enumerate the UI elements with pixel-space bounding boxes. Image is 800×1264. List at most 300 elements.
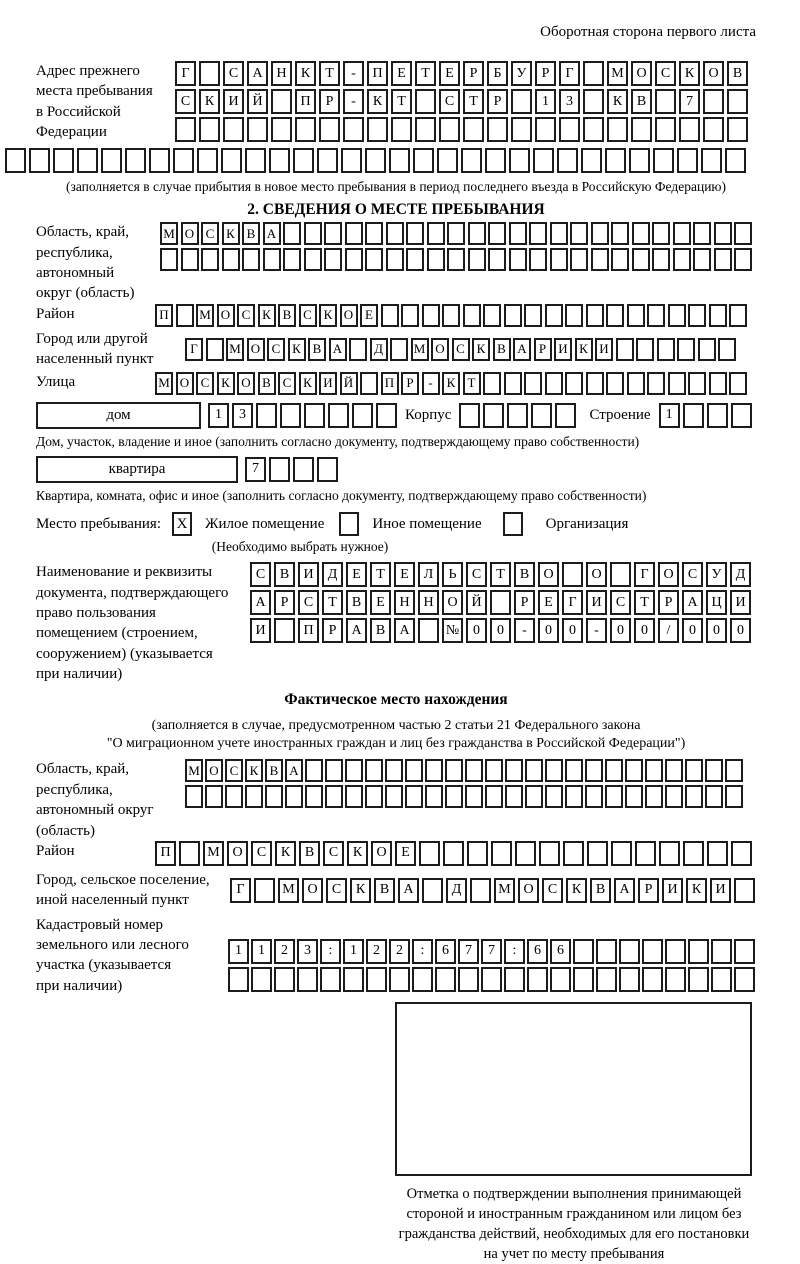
char-cell[interactable]: [647, 372, 665, 395]
char-cell[interactable]: [293, 148, 314, 173]
char-cell[interactable]: Д: [370, 338, 388, 361]
char-cell[interactable]: [632, 222, 650, 245]
char-cell[interactable]: М: [411, 338, 429, 361]
char-cell[interactable]: С: [201, 222, 219, 245]
char-cell[interactable]: [610, 562, 631, 587]
char-cell[interactable]: [688, 939, 709, 964]
char-cell[interactable]: [591, 222, 609, 245]
char-cell[interactable]: Е: [346, 562, 367, 587]
char-cell[interactable]: -: [343, 61, 364, 86]
char-cell[interactable]: [677, 338, 695, 361]
char-cell[interactable]: И: [298, 562, 319, 587]
char-cell[interactable]: [297, 967, 318, 992]
char-cell[interactable]: 6: [435, 939, 456, 964]
char-cell[interactable]: М: [155, 372, 173, 395]
char-cell[interactable]: [607, 117, 628, 142]
char-cell[interactable]: [385, 785, 403, 808]
char-cell[interactable]: В: [346, 590, 367, 615]
char-cell[interactable]: [632, 248, 650, 271]
char-cell[interactable]: В: [631, 89, 652, 114]
char-cell[interactable]: [642, 967, 663, 992]
char-cell[interactable]: О: [431, 338, 449, 361]
char-cell[interactable]: Е: [439, 61, 460, 86]
char-cell[interactable]: [655, 89, 676, 114]
char-cell[interactable]: 2: [366, 939, 387, 964]
char-cell[interactable]: [652, 248, 670, 271]
char-cell[interactable]: [485, 148, 506, 173]
char-cell[interactable]: [345, 222, 363, 245]
char-cell[interactable]: [550, 248, 568, 271]
char-cell[interactable]: Е: [394, 562, 415, 587]
char-cell[interactable]: [714, 222, 732, 245]
char-cell[interactable]: О: [176, 372, 194, 395]
char-cell[interactable]: [591, 248, 609, 271]
char-cell[interactable]: [304, 222, 322, 245]
char-cell[interactable]: [304, 403, 325, 428]
char-cell[interactable]: П: [295, 89, 316, 114]
char-cell[interactable]: [386, 248, 404, 271]
char-cell[interactable]: [583, 61, 604, 86]
char-cell[interactable]: [729, 372, 747, 395]
char-cell[interactable]: А: [398, 878, 419, 903]
char-cell[interactable]: 3: [559, 89, 580, 114]
char-cell[interactable]: 0: [706, 618, 727, 643]
char-cell[interactable]: [463, 117, 484, 142]
char-cell[interactable]: К: [258, 304, 276, 327]
char-cell[interactable]: [205, 785, 223, 808]
char-cell[interactable]: [419, 841, 440, 866]
char-cell[interactable]: [673, 248, 691, 271]
char-cell[interactable]: И: [250, 618, 271, 643]
char-cell[interactable]: О: [586, 562, 607, 587]
char-cell[interactable]: [463, 304, 481, 327]
char-cell[interactable]: [509, 248, 527, 271]
char-cell[interactable]: [636, 338, 654, 361]
char-cell[interactable]: [535, 117, 556, 142]
char-cell[interactable]: [386, 222, 404, 245]
char-cell[interactable]: [247, 117, 268, 142]
char-cell[interactable]: О: [302, 878, 323, 903]
char-cell[interactable]: [524, 372, 542, 395]
char-cell[interactable]: К: [566, 878, 587, 903]
char-cell[interactable]: [343, 967, 364, 992]
char-cell[interactable]: [206, 338, 224, 361]
char-cell[interactable]: [645, 785, 663, 808]
char-cell[interactable]: К: [472, 338, 490, 361]
char-cell[interactable]: [565, 372, 583, 395]
char-cell[interactable]: [365, 785, 383, 808]
char-cell[interactable]: Е: [391, 61, 412, 86]
char-cell[interactable]: [385, 759, 403, 782]
char-cell[interactable]: С: [326, 878, 347, 903]
char-cell[interactable]: [705, 785, 723, 808]
char-cell[interactable]: [185, 785, 203, 808]
char-cell[interactable]: Р: [322, 618, 343, 643]
char-cell[interactable]: [606, 304, 624, 327]
char-cell[interactable]: [201, 248, 219, 271]
char-cell[interactable]: В: [308, 338, 326, 361]
char-cell[interactable]: Р: [401, 372, 419, 395]
char-cell[interactable]: [557, 148, 578, 173]
char-cell[interactable]: С: [196, 372, 214, 395]
char-cell[interactable]: П: [381, 372, 399, 395]
char-cell[interactable]: [222, 248, 240, 271]
char-cell[interactable]: А: [513, 338, 531, 361]
char-cell[interactable]: [328, 403, 349, 428]
char-cell[interactable]: [365, 148, 386, 173]
char-cell[interactable]: [263, 248, 281, 271]
char-cell[interactable]: [422, 304, 440, 327]
char-cell[interactable]: [659, 841, 680, 866]
char-cell[interactable]: 3: [232, 403, 253, 428]
char-cell[interactable]: [470, 878, 491, 903]
char-cell[interactable]: В: [727, 61, 748, 86]
apartment-type-box[interactable]: квартира: [36, 456, 238, 483]
char-cell[interactable]: 1: [535, 89, 556, 114]
char-cell[interactable]: О: [538, 562, 559, 587]
char-cell[interactable]: [711, 967, 732, 992]
char-cell[interactable]: В: [274, 562, 295, 587]
char-cell[interactable]: 6: [550, 939, 571, 964]
char-cell[interactable]: И: [595, 338, 613, 361]
char-cell[interactable]: [459, 403, 480, 428]
char-cell[interactable]: [381, 304, 399, 327]
char-cell[interactable]: [389, 967, 410, 992]
char-cell[interactable]: [734, 939, 755, 964]
char-cell[interactable]: К: [245, 759, 263, 782]
char-cell[interactable]: А: [682, 590, 703, 615]
char-cell[interactable]: [422, 878, 443, 903]
char-cell[interactable]: [242, 248, 260, 271]
char-cell[interactable]: [509, 222, 527, 245]
char-cell[interactable]: [698, 338, 716, 361]
char-cell[interactable]: [734, 878, 755, 903]
char-cell[interactable]: [274, 618, 295, 643]
char-cell[interactable]: [729, 304, 747, 327]
char-cell[interactable]: [665, 759, 683, 782]
char-cell[interactable]: В: [299, 841, 320, 866]
char-cell[interactable]: [365, 222, 383, 245]
char-cell[interactable]: С: [298, 590, 319, 615]
char-cell[interactable]: [223, 117, 244, 142]
char-cell[interactable]: К: [607, 89, 628, 114]
char-cell[interactable]: [413, 148, 434, 173]
char-cell[interactable]: А: [329, 338, 347, 361]
char-cell[interactable]: В: [374, 878, 395, 903]
char-cell[interactable]: 0: [562, 618, 583, 643]
char-cell[interactable]: Н: [418, 590, 439, 615]
char-cell[interactable]: [179, 841, 200, 866]
char-cell[interactable]: 3: [297, 939, 318, 964]
char-cell[interactable]: [665, 785, 683, 808]
char-cell[interactable]: В: [370, 618, 391, 643]
char-cell[interactable]: [125, 148, 146, 173]
char-cell[interactable]: [405, 785, 423, 808]
char-cell[interactable]: [679, 117, 700, 142]
char-cell[interactable]: [655, 117, 676, 142]
char-cell[interactable]: И: [662, 878, 683, 903]
char-cell[interactable]: О: [518, 878, 539, 903]
char-cell[interactable]: О: [442, 590, 463, 615]
char-cell[interactable]: К: [575, 338, 593, 361]
char-cell[interactable]: И: [319, 372, 337, 395]
char-cell[interactable]: [616, 338, 634, 361]
char-cell[interactable]: С: [439, 89, 460, 114]
char-cell[interactable]: Р: [319, 89, 340, 114]
char-cell[interactable]: К: [275, 841, 296, 866]
char-cell[interactable]: [295, 117, 316, 142]
char-cell[interactable]: [324, 248, 342, 271]
char-cell[interactable]: [325, 759, 343, 782]
char-cell[interactable]: Г: [559, 61, 580, 86]
char-cell[interactable]: [685, 759, 703, 782]
char-cell[interactable]: [611, 841, 632, 866]
char-cell[interactable]: [596, 939, 617, 964]
char-cell[interactable]: С: [682, 562, 703, 587]
char-cell[interactable]: [585, 759, 603, 782]
char-cell[interactable]: [693, 222, 711, 245]
char-cell[interactable]: [468, 222, 486, 245]
char-cell[interactable]: [559, 117, 580, 142]
char-cell[interactable]: [688, 967, 709, 992]
char-cell[interactable]: М: [226, 338, 244, 361]
char-cell[interactable]: С: [237, 304, 255, 327]
char-cell[interactable]: 0: [682, 618, 703, 643]
char-cell[interactable]: М: [185, 759, 203, 782]
char-cell[interactable]: [488, 222, 506, 245]
char-cell[interactable]: [415, 89, 436, 114]
char-cell[interactable]: [524, 304, 542, 327]
char-cell[interactable]: [325, 785, 343, 808]
char-cell[interactable]: [731, 403, 752, 428]
char-cell[interactable]: К: [319, 304, 337, 327]
char-cell[interactable]: С: [323, 841, 344, 866]
char-cell[interactable]: [485, 759, 503, 782]
char-cell[interactable]: [725, 148, 746, 173]
char-cell[interactable]: Г: [634, 562, 655, 587]
char-cell[interactable]: [349, 338, 367, 361]
char-cell[interactable]: [665, 967, 686, 992]
char-cell[interactable]: [199, 61, 220, 86]
char-cell[interactable]: [605, 148, 626, 173]
char-cell[interactable]: Д: [730, 562, 751, 587]
char-cell[interactable]: [703, 89, 724, 114]
char-cell[interactable]: [389, 148, 410, 173]
char-cell[interactable]: [468, 248, 486, 271]
char-cell[interactable]: [515, 841, 536, 866]
char-cell[interactable]: К: [686, 878, 707, 903]
char-cell[interactable]: [442, 304, 460, 327]
char-cell[interactable]: [280, 403, 301, 428]
char-cell[interactable]: [425, 785, 443, 808]
char-cell[interactable]: [245, 148, 266, 173]
char-cell[interactable]: 1: [343, 939, 364, 964]
char-cell[interactable]: [254, 878, 275, 903]
stay-type-checkbox-residential[interactable]: X: [172, 512, 192, 536]
char-cell[interactable]: [683, 841, 704, 866]
char-cell[interactable]: [531, 403, 552, 428]
char-cell[interactable]: [606, 372, 624, 395]
char-cell[interactable]: К: [679, 61, 700, 86]
char-cell[interactable]: [652, 222, 670, 245]
char-cell[interactable]: Н: [271, 61, 292, 86]
char-cell[interactable]: [366, 967, 387, 992]
char-cell[interactable]: [529, 248, 547, 271]
char-cell[interactable]: П: [155, 841, 176, 866]
char-cell[interactable]: :: [320, 939, 341, 964]
char-cell[interactable]: [642, 939, 663, 964]
char-cell[interactable]: О: [217, 304, 235, 327]
char-cell[interactable]: К: [199, 89, 220, 114]
char-cell[interactable]: М: [160, 222, 178, 245]
char-cell[interactable]: [527, 967, 548, 992]
char-cell[interactable]: [415, 117, 436, 142]
char-cell[interactable]: [701, 148, 722, 173]
char-cell[interactable]: -: [514, 618, 535, 643]
char-cell[interactable]: [352, 403, 373, 428]
char-cell[interactable]: Р: [514, 590, 535, 615]
char-cell[interactable]: [197, 148, 218, 173]
char-cell[interactable]: С: [278, 372, 296, 395]
char-cell[interactable]: [101, 148, 122, 173]
char-cell[interactable]: [324, 222, 342, 245]
char-cell[interactable]: 1: [251, 939, 272, 964]
char-cell[interactable]: [525, 759, 543, 782]
char-cell[interactable]: [283, 222, 301, 245]
char-cell[interactable]: [709, 372, 727, 395]
char-cell[interactable]: [418, 618, 439, 643]
char-cell[interactable]: [583, 89, 604, 114]
char-cell[interactable]: [483, 372, 501, 395]
char-cell[interactable]: [707, 403, 728, 428]
char-cell[interactable]: С: [175, 89, 196, 114]
char-cell[interactable]: [625, 785, 643, 808]
char-cell[interactable]: [317, 148, 338, 173]
char-cell[interactable]: [435, 967, 456, 992]
char-cell[interactable]: М: [203, 841, 224, 866]
char-cell[interactable]: Л: [418, 562, 439, 587]
char-cell[interactable]: [581, 148, 602, 173]
char-cell[interactable]: А: [263, 222, 281, 245]
char-cell[interactable]: [533, 148, 554, 173]
char-cell[interactable]: :: [412, 939, 433, 964]
char-cell[interactable]: [683, 403, 704, 428]
char-cell[interactable]: [461, 148, 482, 173]
char-cell[interactable]: И: [223, 89, 244, 114]
char-cell[interactable]: К: [222, 222, 240, 245]
char-cell[interactable]: [317, 457, 338, 482]
char-cell[interactable]: [627, 372, 645, 395]
char-cell[interactable]: П: [298, 618, 319, 643]
char-cell[interactable]: [611, 248, 629, 271]
char-cell[interactable]: [677, 148, 698, 173]
house-type-box[interactable]: дом: [36, 402, 201, 429]
char-cell[interactable]: [360, 372, 378, 395]
char-cell[interactable]: [631, 117, 652, 142]
char-cell[interactable]: Р: [534, 338, 552, 361]
char-cell[interactable]: Р: [487, 89, 508, 114]
char-cell[interactable]: [718, 338, 736, 361]
char-cell[interactable]: Ь: [442, 562, 463, 587]
char-cell[interactable]: [320, 967, 341, 992]
char-cell[interactable]: В: [493, 338, 511, 361]
char-cell[interactable]: [367, 117, 388, 142]
char-cell[interactable]: 6: [527, 939, 548, 964]
char-cell[interactable]: [565, 304, 583, 327]
char-cell[interactable]: [305, 759, 323, 782]
char-cell[interactable]: О: [205, 759, 223, 782]
char-cell[interactable]: -: [343, 89, 364, 114]
char-cell[interactable]: [605, 759, 623, 782]
char-cell[interactable]: [221, 148, 242, 173]
char-cell[interactable]: [665, 939, 686, 964]
char-cell[interactable]: О: [247, 338, 265, 361]
char-cell[interactable]: [491, 841, 512, 866]
stay-type-checkbox-other[interactable]: [339, 512, 359, 536]
char-cell[interactable]: Р: [658, 590, 679, 615]
char-cell[interactable]: [406, 248, 424, 271]
char-cell[interactable]: Т: [634, 590, 655, 615]
char-cell[interactable]: С: [542, 878, 563, 903]
char-cell[interactable]: [505, 759, 523, 782]
char-cell[interactable]: [406, 222, 424, 245]
char-cell[interactable]: Ц: [706, 590, 727, 615]
char-cell[interactable]: М: [607, 61, 628, 86]
char-cell[interactable]: И: [554, 338, 572, 361]
char-cell[interactable]: [725, 785, 743, 808]
char-cell[interactable]: [668, 372, 686, 395]
char-cell[interactable]: В: [242, 222, 260, 245]
char-cell[interactable]: [245, 785, 263, 808]
char-cell[interactable]: [391, 117, 412, 142]
char-cell[interactable]: Т: [490, 562, 511, 587]
char-cell[interactable]: 0: [490, 618, 511, 643]
char-cell[interactable]: [305, 785, 323, 808]
char-cell[interactable]: [688, 372, 706, 395]
char-cell[interactable]: 7: [481, 939, 502, 964]
char-cell[interactable]: [585, 785, 603, 808]
char-cell[interactable]: [483, 403, 504, 428]
char-cell[interactable]: 0: [538, 618, 559, 643]
char-cell[interactable]: [458, 967, 479, 992]
char-cell[interactable]: [647, 304, 665, 327]
char-cell[interactable]: [256, 403, 277, 428]
char-cell[interactable]: К: [350, 878, 371, 903]
char-cell[interactable]: В: [590, 878, 611, 903]
char-cell[interactable]: [228, 967, 249, 992]
char-cell[interactable]: Т: [322, 590, 343, 615]
char-cell[interactable]: К: [299, 372, 317, 395]
char-cell[interactable]: [545, 759, 563, 782]
char-cell[interactable]: [465, 759, 483, 782]
char-cell[interactable]: /: [658, 618, 679, 643]
char-cell[interactable]: А: [247, 61, 268, 86]
char-cell[interactable]: [734, 248, 752, 271]
char-cell[interactable]: О: [658, 562, 679, 587]
char-cell[interactable]: Й: [466, 590, 487, 615]
char-cell[interactable]: 1: [228, 939, 249, 964]
char-cell[interactable]: [707, 841, 728, 866]
char-cell[interactable]: [176, 304, 194, 327]
char-cell[interactable]: №: [442, 618, 463, 643]
char-cell[interactable]: [173, 148, 194, 173]
char-cell[interactable]: О: [227, 841, 248, 866]
char-cell[interactable]: [545, 785, 563, 808]
char-cell[interactable]: К: [217, 372, 235, 395]
char-cell[interactable]: [709, 304, 727, 327]
char-cell[interactable]: Р: [274, 590, 295, 615]
char-cell[interactable]: [439, 117, 460, 142]
